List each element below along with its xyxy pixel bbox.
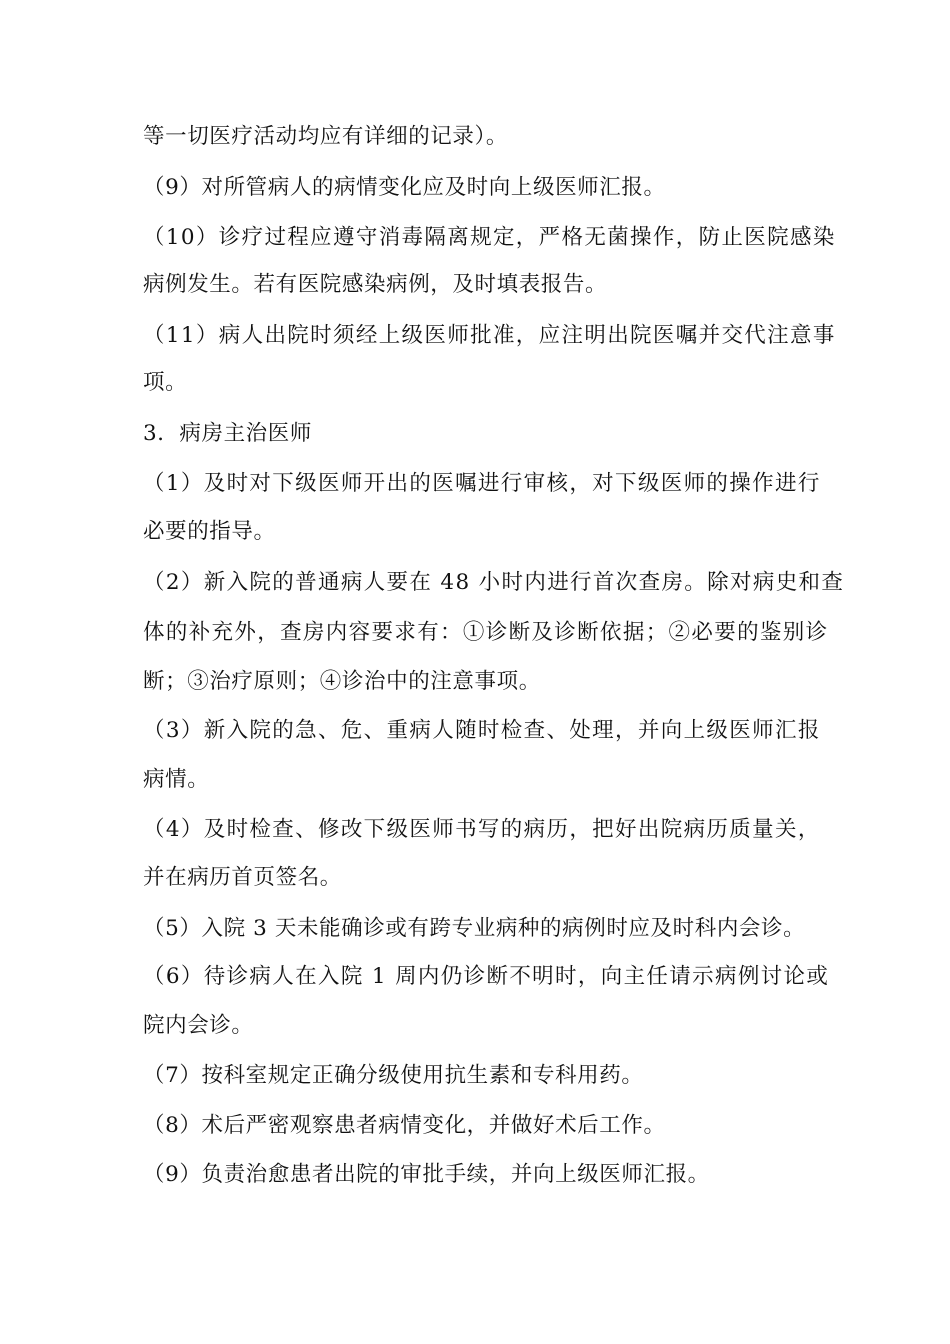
text-line: 院内会诊。 (143, 1013, 254, 1038)
text-line: 病例发生。若有医院感染病例，及时填表报告。 (143, 272, 608, 297)
text-line: （1）及时对下级医师开出的医嘱进行审核，对下级医师的操作进行 (143, 471, 821, 496)
text-line: 断；③治疗原则；④诊治中的注意事项。 (143, 669, 541, 694)
text-line: 体的补充外，查房内容要求有：①诊断及诊断依据；②必要的鉴别诊 (143, 620, 829, 645)
text-line: （5）入院 3 天未能确诊或有跨专业病种的病例时应及时科内会诊。 (143, 916, 806, 941)
text-line: （9）负责治愈患者出院的审批手续，并向上级医师汇报。 (143, 1162, 710, 1187)
text-line: （3）新入院的急、危、重病人随时检查、处理，并向上级医师汇报 (143, 718, 821, 743)
text-line: 并在病历首页签名。 (143, 865, 342, 890)
text-line: 等一切医疗活动均应有详细的记录）。 (143, 124, 508, 149)
text-line: （10）诊疗过程应遵守消毒隔离规定，严格无菌操作，防止医院感染 (143, 225, 836, 250)
text-line: （6）待诊病人在入院 1 周内仍诊断不明时，向主任请示病例讨论或 (143, 964, 830, 989)
section-heading: 3．病房主治医师 (143, 421, 312, 446)
text-line: （2）新入院的普通病人要在 48 小时内进行首次查房。除对病史和查 (143, 570, 845, 595)
text-line: 必要的指导。 (143, 519, 276, 544)
text-line: 病情。 (143, 767, 210, 792)
text-line: （11）病人出院时须经上级医师批准，应注明出院医嘱并交代注意事 (143, 323, 836, 348)
text-line: 项。 (143, 370, 188, 395)
text-line: （4）及时检查、修改下级医师书写的病历，把好出院病历质量关， (143, 817, 821, 842)
text-line: （8）术后严密观察患者病情变化，并做好术后工作。 (143, 1113, 666, 1138)
text-line: （7）按科室规定正确分级使用抗生素和专科用药。 (143, 1063, 644, 1088)
text-line: （9）对所管病人的病情变化应及时向上级医师汇报。 (143, 175, 666, 200)
